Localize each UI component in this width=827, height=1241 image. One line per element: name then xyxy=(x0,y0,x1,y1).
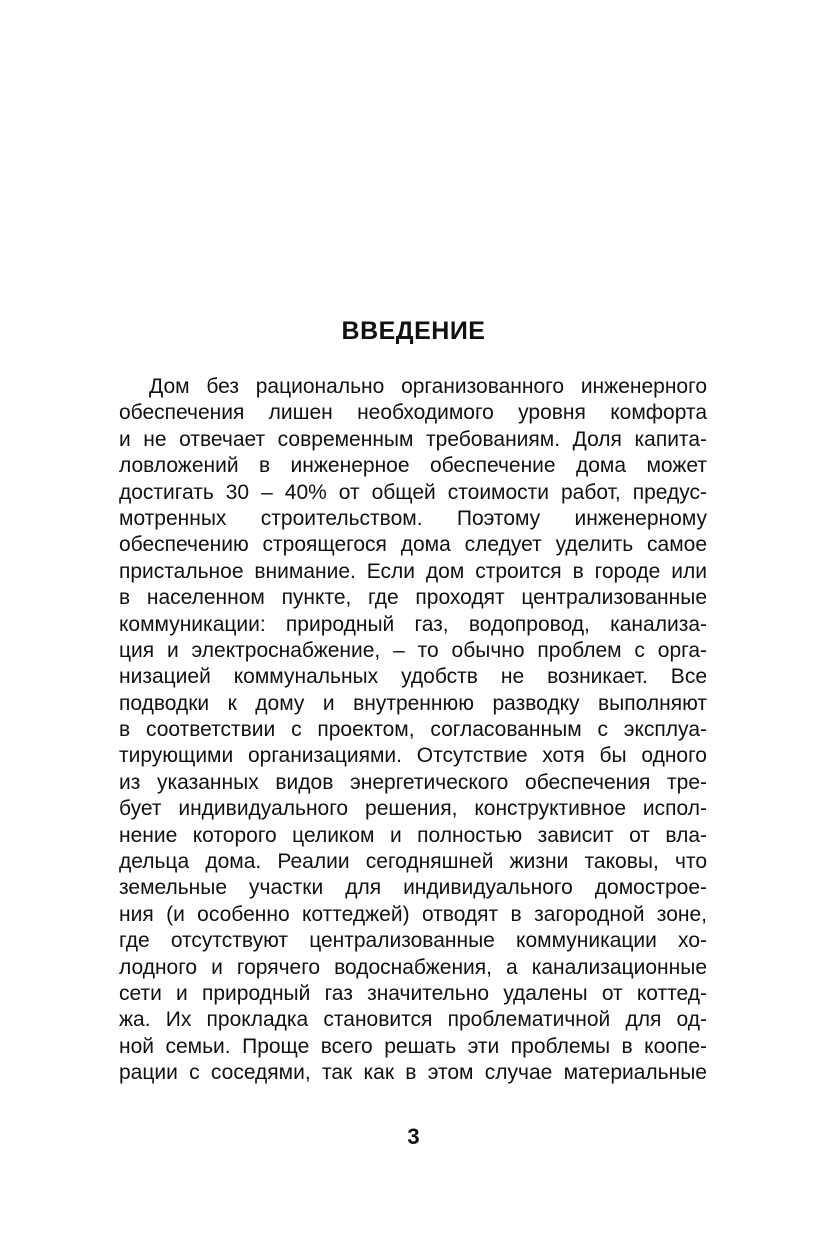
text-line: Дом без рационально организованного инженерного xyxy=(149,375,707,398)
chapter-heading: ВВЕДЕНИЕ xyxy=(341,317,486,345)
text-line: бует индивидуального решения, конструктивное испол- xyxy=(119,797,707,821)
text-line: коммуникации: природный газ, водопровод, канализа- xyxy=(119,612,707,636)
text-line: и не отвечает современным требованиям. Доля капита- xyxy=(119,427,707,451)
text-line: где отсутствуют централизованные коммуникации хо- xyxy=(119,929,707,953)
text-line: сети и природный газ значительно удалены от коттед- xyxy=(119,981,707,1005)
text-line: обеспечения лишен необходимого уровня комфорта xyxy=(119,401,707,425)
text-line: земельные участки для индивидуального домострое- xyxy=(119,876,707,900)
page-number: 3 xyxy=(407,1124,420,1149)
text-line: ной семьи. Проще всего решать эти проблемы в коопе- xyxy=(119,1034,707,1058)
text-line: мотренных строительством. Поэтому инженерному xyxy=(119,506,707,530)
text-line: ния (и особенно коттеджей) отводят в загородной зоне, xyxy=(119,902,707,926)
text-line: жа. Их прокладка становится проблематичной для од- xyxy=(119,1008,707,1032)
text-line: ция и электроснабжение, – то обычно проблем с орга- xyxy=(119,638,707,662)
text-line: подводки к дому и внутреннюю разводку выполняют xyxy=(119,691,707,715)
text-line: лодного и горячего водоснабжения, а канализационные xyxy=(119,955,707,979)
text-line: тирующими организациями. Отсутствие хотя бы одного xyxy=(119,744,707,768)
text-line: рации с соседями, так как в этом случае материальные xyxy=(119,1061,707,1085)
text-line: ловложений в инженерное обеспечение дома может xyxy=(119,454,707,478)
body-paragraph xyxy=(119,374,707,1087)
text-line: нение которого целиком и полностью зависит от вла- xyxy=(119,823,707,847)
text-line: из указанных видов энергетического обеспечения тре- xyxy=(119,770,707,794)
text-line: низацией коммунальных удобств не возникает. Все xyxy=(119,665,707,689)
text-line: в населенном пункте, где проходят централизованные xyxy=(119,586,707,610)
text-line: пристальное внимание. Если дом строится в городе или xyxy=(119,559,707,583)
text-line: обеспечению строящегося дома следует уделить самое xyxy=(119,533,707,557)
text-line: дельца дома. Реалии сегодняшней жизни таковы, что xyxy=(119,850,707,874)
text-line: достигать 30 – 40% от общей стоимости работ, предус- xyxy=(119,480,707,504)
text-line: в соответствии с проектом, согласованным с эксплуа- xyxy=(119,718,707,742)
